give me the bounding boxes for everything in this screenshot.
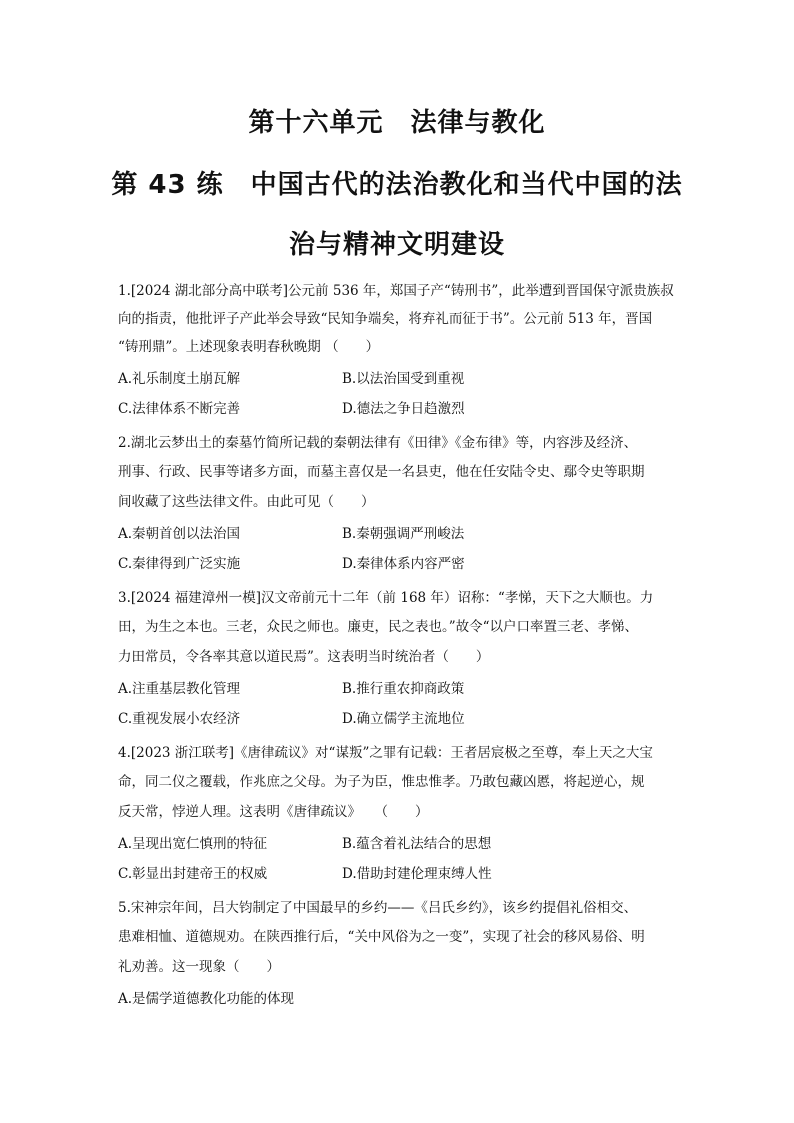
question-3-option-c: C.重视发展小农经济 [118,711,241,727]
question-2-option-c: C.秦律得到广泛实施 [118,556,241,572]
unit-title: 第十六单元 法律与教化 [248,108,546,138]
question-4-option-b: B.蕴含着礼法结合的思想 [342,836,492,852]
question-1-line-2: 向的指责，他批评子产此举会导致“民知争端矣，将弃礼而征于书”。公元前 513 年，晋国 [118,311,653,327]
question-4-line-1: 4.[2023 浙江联考]《唐律疏议》对“谋叛”之罪有记载：王者居宸极之至尊，奉上天之大宝 [118,745,653,761]
question-3-option-a: A.注重基层教化管理 [118,681,241,697]
lesson-title-line-1: 第 43 练 中国古代的法治教化和当代中国的法 [111,170,683,200]
question-1-option-c: C.法律体系不断完善 [118,401,241,417]
question-2-line-1: 2.湖北云梦出土的秦墓竹简所记载的秦朝法律有《田律》《金布律》等，内容涉及经济、 [118,435,638,451]
question-5-line-2: 患难相恤、道德规劝。在陕西推行后，“关中风俗为之一变”，实现了社会的移风易俗、明 [118,929,645,945]
question-5-line-3: 礼劝善。这一现象（ ） [118,959,280,975]
question-3-option-d: D.确立儒学主流地位 [342,711,465,727]
lesson-title-line-2: 治与精神文明建设 [288,230,505,260]
question-2-option-a: A.秦朝首创以法治国 [118,526,241,542]
question-2-line-2: 刑事、行政、民事等诸多方面，而墓主喜仅是一名县吏，他在任安陆令史、鄢令史等职期 [118,464,645,480]
question-3-option-b: B.推行重农抑商政策 [342,681,465,697]
question-4-option-c: C.彰显出封建帝王的权威 [118,866,268,882]
question-4-option-d: D.借助封建伦理束缚人性 [342,866,492,882]
question-4-line-2: 命，同二仪之覆载，作兆庶之父母。为子为臣，惟忠惟孝。乃敢包藏凶慝，将起逆心，规 [118,774,645,790]
question-1-line-3: “铸刑鼎”。上述现象表明春秋晚期 （ ） [118,339,380,355]
question-4-line-3: 反天常，悖逆人理。这表明《唐律疏议》 （ ） [118,804,429,820]
question-4-option-a: A.呈现出宽仁慎刑的特征 [118,836,268,852]
question-1-line-1: 1.[2024 湖北部分高中联考]公元前 536 年，郑国子产“铸刑书”，此举遭到晋国保守派贵族叔 [118,283,674,299]
question-3-line-1: 3.[2024 福建漳州一模]汉文帝前元十二年（前 168 年）诏称：“孝悌，天下之大顺也。力 [118,590,654,606]
question-2-line-3: 间收藏了这些法律文件。由此可见（ ） [118,494,375,510]
question-2-option-d: D.秦律体系内容严密 [342,556,465,572]
question-5-line-1: 5.宋神宗年间，吕大钧制定了中国最早的乡约——《吕氏乡约》，该乡约提倡礼俗相交、 [118,900,638,916]
question-3-line-2: 田，为生之本也。三老，众民之师也。廉吏，民之表也。”故令“以户口率置三老、孝悌、 [118,619,639,635]
question-1-option-d: D.德法之争日趋激烈 [342,401,465,417]
question-1-option-a: A.礼乐制度土崩瓦解 [118,371,241,387]
question-3-line-3: 力田常员，令各率其意以道民焉”。这表明当时统治者（ ） [118,649,490,665]
question-1-option-b: B.以法治国受到重视 [342,371,465,387]
question-5-option-a: A.是儒学道德教化功能的体现 [118,991,295,1007]
question-2-option-b: B.秦朝强调严刑峻法 [342,526,465,542]
